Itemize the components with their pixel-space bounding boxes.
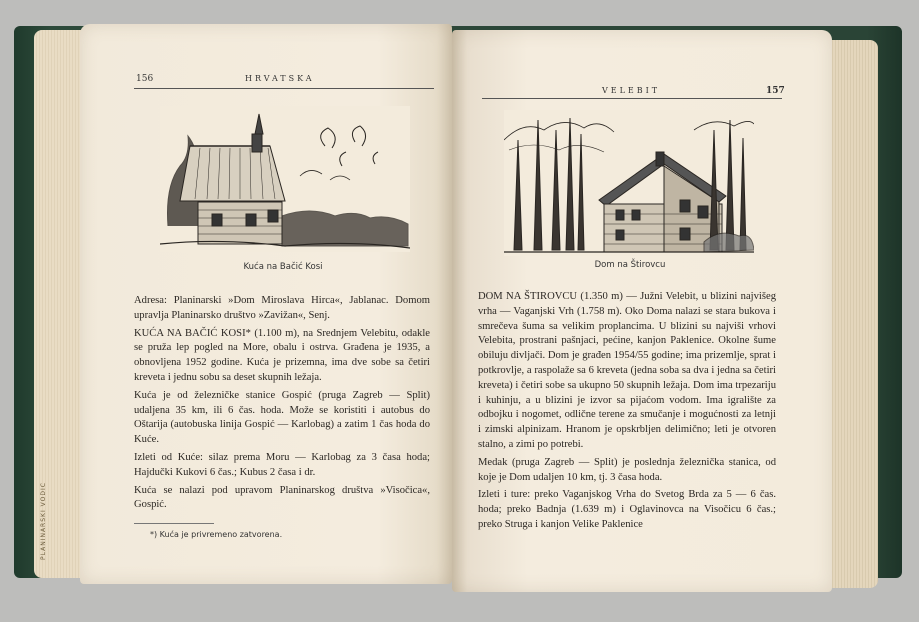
page-edges-right [830,40,878,588]
right-running-head: VELEBIT [602,86,661,95]
cabin-illustration [160,106,410,252]
left-paragraph: KUĆA NA BAČIĆ KOSI* (1.100 m), na Srednjem Velebitu, odakle se pruža lep pogled na More, obalu i ostrva. Građena je 1935, a obnovljena 1952 godine. Kuća je prizemna, ima dve sobe sa četiri kreveta i jednu sobu sa deset skupnih ležaja. [134,327,430,383]
right-text-block [478,290,776,536]
right-paragraph: DOM NA ŠTIROVCU (1.350 m) — Južni Velebit, u blizini najvišeg vrha — Vaganjski Vrh (1.758 m). Oko Doma nalazi se stara bukova i smrečeva šuma sa velikim proplancima. U blizini su najviši vrhovi Velebita, prostrani pašnjaci, pećine, kanjon Paklenice. Okolne šume obiluju divljači. Dom je građen 1954/55 godine; ima prizemlje, sprat i potkrovlje, a raspolaže sa 6 kreveta (jedna soba sa dva i jedna sa četiri kreveta) i četiri sobe sa ukupno 50 skupnih ležaja. Dom ima trpezariju i kuhinju, a u blizini je izvor sa pijaćom vodom. Ima igralište za odbojku i nogomet, odlične terene za smučanje i mogućnosti za letnji i zimski alpinizam. Hranom je opskrbljen delimično; leti je otvoren stalno, a zimi po potrebi. [478,291,776,450]
right-header-rule [482,98,782,99]
left-running-head: HRVATSKA [245,74,315,83]
left-paragraph: Izleti od Kuće: silaz prema Moru — Karlobag za 3 časa hoda; Hajdučki Kukovi 6 čas.; Kubus 2 časa i dr. [134,451,430,478]
left-paragraph: Kuća je od železničke stanice Gospić (pruga Zagreb — Split) udaljena 35 km, ili 6 čas. hoda. Može se koristiti i autobus do Oštarija (autobuska linija Gospić — Karlobag) a zatim 1 čas hoda do Kuće. [134,389,430,446]
left-illustration-caption: Kuća na Bačić Kosi [243,262,323,272]
footnote: *) Kuća je privremeno zatvorena. [150,530,283,539]
right-paragraph: Izleti i ture: preko Vaganjskog Vrha do Svetog Brda za 5 — 6 čas. hoda; preko Badnja (1.639 m) i Oglavinovca na Visočicu 6 čas.; preko Struga i kanjon Velike Paklenice [478,489,776,530]
left-paragraph: Adresa: Planinarski »Dom Miroslava Hirca«, Jablanac. Domom upravlja Planinarsko društvo »Zavižan«, Senj. [134,295,430,321]
left-header-rule [134,88,434,89]
right-illustration-caption: Dom na Štirovcu [594,260,666,270]
right-paragraph: Medak (pruga Zagreb — Split) je poslednja železnička stanica, od koje je Dom udaljen 10 km, tj. 3 časa hoda. [478,456,776,483]
lodge-illustration [504,110,754,256]
left-page-number: 156 [136,74,154,84]
left-text-block [134,294,430,516]
right-page [452,30,832,592]
footnote-rule [134,523,214,524]
left-paragraph: Kuća se nalazi pod upravom Planinarskog društva »Visočica«, Gospić. [134,484,430,511]
right-page-number: 157 [766,86,785,96]
left-page [80,24,452,584]
spine-label: PLANINARSKI VODIČ [40,482,47,560]
